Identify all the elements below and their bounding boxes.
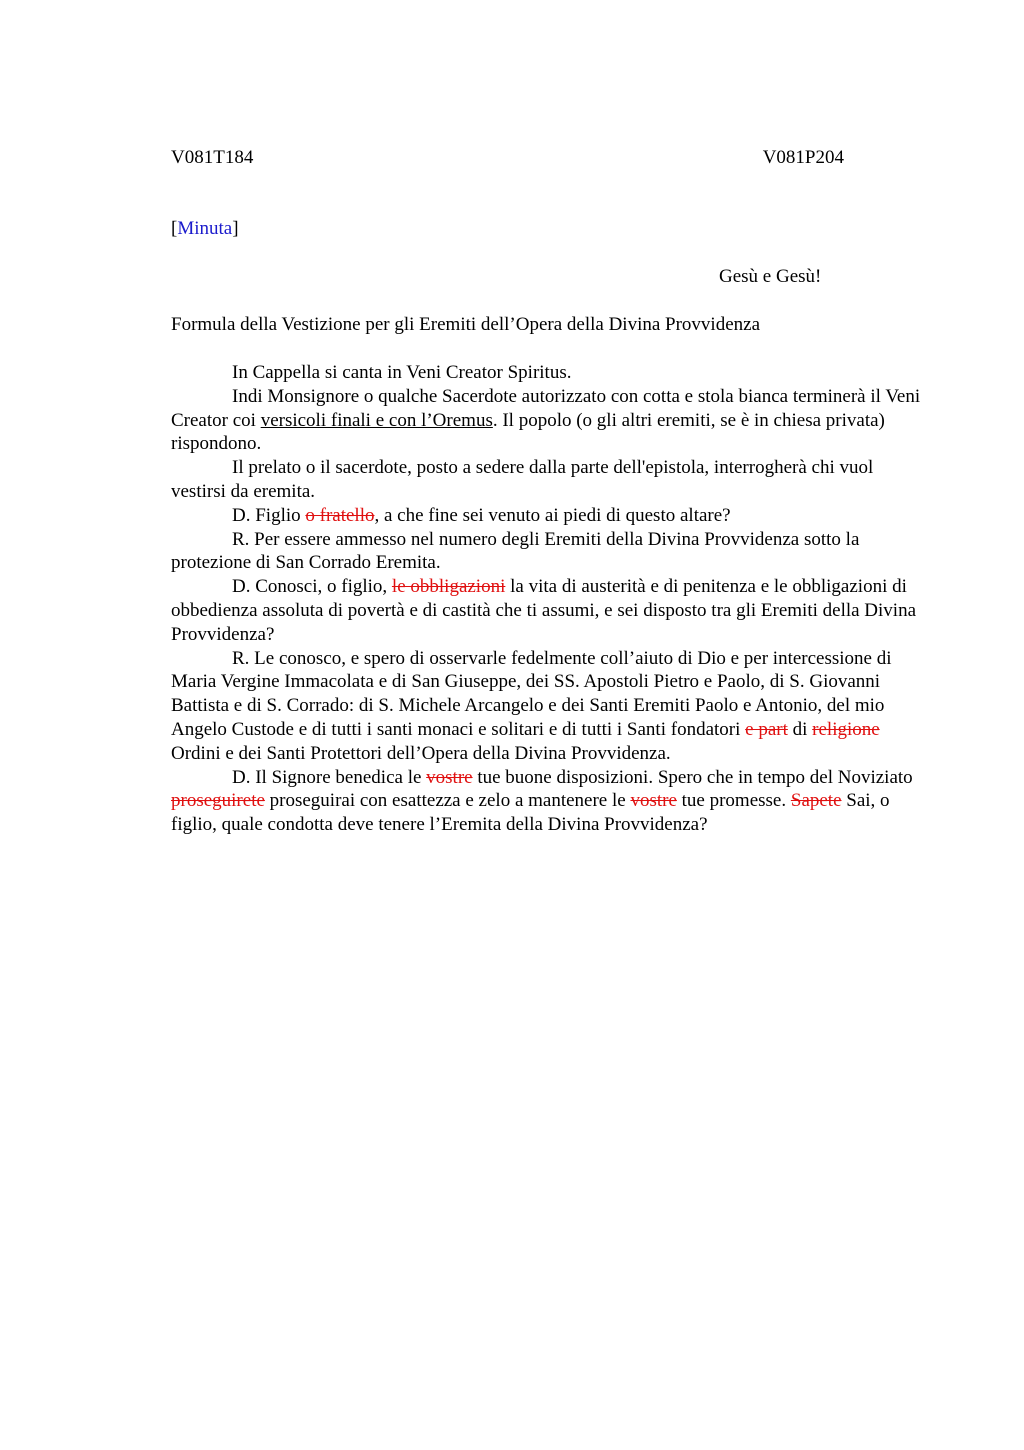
deleted-text: vostre — [630, 790, 677, 812]
text-run: di — [787, 718, 813, 740]
text-run: Ordini e dei Santi Protettori dell’Opera della Divina Provvidenza. — [171, 742, 671, 764]
invocation: Gesù e Gesù! — [719, 266, 822, 287]
minuta-link[interactable]: Minuta — [177, 218, 233, 239]
text-run: , a che fine sei venuto ai piedi di questo altare? — [374, 504, 731, 526]
text-run: tue buone disposizioni. Spero che in tempo del Noviziato — [472, 766, 913, 788]
paragraph — [171, 766, 929, 837]
deleted-text: e part — [745, 718, 788, 740]
paragraph — [171, 385, 929, 456]
paragraph — [171, 575, 929, 646]
deleted-text: Sapete — [790, 790, 842, 812]
text-run: D. Figlio — [232, 504, 306, 526]
text-run: Indi Monsignore o qualche Sacerdote autorizzato con cotta e stola bianca terminerà il Veni Creator coi — [171, 385, 921, 431]
text-run: R. Le conosco, e spero di osservarle fedelmente coll’aiuto di Dio e per intercessione di Maria Vergine Immacolata e di San Giuseppe, dei SS. Apostoli Pietro e Paolo, di S. Giovanni Battista e di S. Corrado: di S. Michele Arcangelo e dei Santi Eremiti Paolo e Antonio, del mio Angelo Custode e di tutti i santi monaci e solitari e di tutti i Santi fondatori — [171, 647, 892, 740]
text-run: la vita di austerità e di penitenza e le obbligazioni di obbedienza assoluta di povertà e di castità che ti assumi, e sei disposto tra gli Eremiti della Divina Provvidenza? — [171, 576, 917, 645]
paragraph — [171, 456, 929, 504]
document-title: Formula della Vestizione per gli Eremiti dell’Opera della Divina Provvidenza — [171, 314, 760, 335]
text-run: R. Per essere ammesso nel numero degli Eremiti della Divina Provvidenza sotto la protezione di San Corrado Eremita. — [171, 528, 860, 574]
paragraph — [171, 528, 929, 576]
deleted-text: vostre — [426, 766, 473, 788]
document-body — [171, 361, 929, 837]
text-run: D. Il Signore benedica le — [232, 766, 427, 788]
right-code: V081P204 — [762, 147, 844, 168]
minuta-open-bracket: [ — [171, 218, 178, 239]
text-run: Il prelato o il sacerdote, posto a sedere dalla parte dell'epistola, interrogherà chi vuol vestirsi da eremita. — [171, 457, 874, 502]
document-codes — [171, 146, 844, 170]
deleted-text: o fratello — [305, 504, 375, 526]
paragraph — [171, 647, 929, 766]
paragraph — [171, 361, 929, 385]
deleted-text: religione — [812, 718, 880, 740]
text-run: Sai, o figlio, quale condotta deve tenere l’Eremita della Divina Provvidenza? — [171, 790, 890, 836]
text-run: In Cappella si canta in Veni Creator Spiritus. — [232, 362, 572, 383]
paragraph — [171, 504, 929, 528]
text-run: D. Conosci, o figlio, — [232, 576, 392, 598]
minuta-close-bracket: ] — [232, 218, 239, 239]
text-run: . Il popolo (o gli altri eremiti, se è in chiesa privata) rispondono. — [171, 409, 885, 455]
text-run: proseguirai con esattezza e zelo a mantenere le — [264, 790, 631, 812]
deleted-text: proseguirete — [171, 790, 265, 812]
left-code: V081T184 — [171, 147, 254, 168]
text-run: tue promesse. — [676, 790, 791, 812]
deleted-text: le obbligazioni — [391, 576, 506, 598]
minuta-label — [171, 217, 239, 241]
underlined-text: versicoli finali e con l’Oremus — [260, 409, 493, 431]
